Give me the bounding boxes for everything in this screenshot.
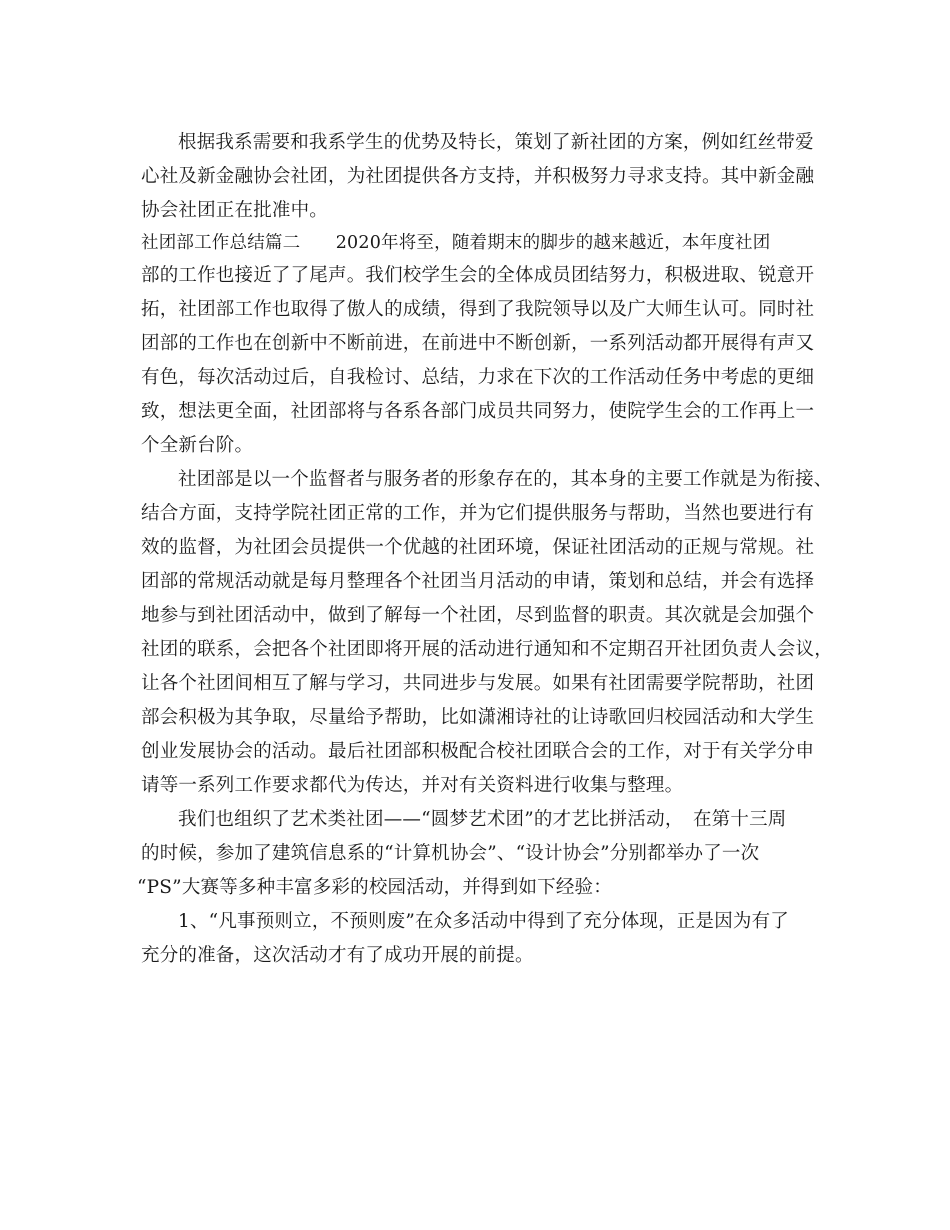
text-line: 的时候，参加了建筑信息系的“计算机协会”、“设计协会”分别都举办了一次 (141, 843, 760, 864)
text-line: 团部的工作也在创新中不断前进，在前进中不断创新，一系列活动都开展得有声又 (141, 333, 815, 354)
text-line: 请等一系列工作要求都代为传达，并对有关资料进行收集与整理。 (141, 775, 684, 796)
text-line: “PS”大赛等多种丰富多彩的校园活动，并得到如下经验： (137, 877, 612, 898)
text-line: 创业发展协会的活动。最后社团部积极配合校社团联合会的工作，对于有关学分申 (141, 741, 815, 762)
text-line: 地参与到社团活动中，做到了解每一个社团，尽到监督的职责。其次就是会加强个 (141, 605, 815, 626)
text-line: 拓，社团部工作也取得了傲人的成绩，得到了我院领导以及广大师生认可。同时社 (141, 299, 815, 320)
text-line: 根据我系需要和我系学生的优势及特长，策划了新社团的方案，例如红丝带爱 (178, 132, 814, 153)
section-heading-line: 社团部工作总结篇二 2020年将至，随着期末的脚步的越来越近，本年度社团 (141, 233, 771, 253)
text-line: 1、“凡事预则立，不预则废”在众多活动中得到了充分体现，正是因为有了 (178, 911, 789, 932)
text-line: 社团的联系，会把各个社团即将开展的活动进行通知和不定期召开社团负责人会议， (141, 639, 833, 660)
text-line: 部的工作也接近了了尾声。我们校学生会的全体成员团结努力，积极进取、锐意开 (141, 265, 815, 286)
text-line: 有色，每次活动过后，自我检讨、总结，力求在下次的工作活动任务中考虑的更细 (141, 367, 815, 388)
text-line: 让各个社团间相互了解与学习，共同进步与发展。如果有社团需要学院帮助，社团 (141, 673, 815, 694)
text-line: 团部的常规活动就是每月整理各个社团当月活动的申请，策划和总结，并会有选择 (141, 571, 815, 592)
text-line: 心社及新金融协会社团，为社团提供各方支持，并积极努力寻求支持。其中新金融 (141, 166, 815, 187)
text-line: 协会社团正在批准中。 (141, 200, 329, 221)
text-line: 致，想法更全面，社团部将与各系各部门成员共同努力，使院学生会的工作再上一 (141, 401, 815, 422)
text-line: 部会积极为其争取，尽量给予帮助，比如潇湘诗社的让诗歌回归校园活动和大学生 (141, 707, 815, 728)
text-line: 效的监督，为社团会员提供一个优越的社团环境，保证社团活动的正规与常规。社 (141, 537, 815, 558)
text-line: 我们也组织了艺术类社团——“圆梦艺术团”的才艺比拼活动， 在第十三周 (178, 809, 787, 830)
text-line: 结合方面，支持学院社团正常的工作，并为它们提供服务与帮助，当然也要进行有 (141, 503, 815, 524)
text-line: 充分的准备，这次活动才有了成功开展的前提。 (141, 945, 534, 966)
text-line: 个全新台阶。 (141, 435, 254, 456)
text-line: 社团部是以一个监督者与服务者的形象存在的，其本身的主要工作就是为衔接、 (178, 469, 833, 490)
